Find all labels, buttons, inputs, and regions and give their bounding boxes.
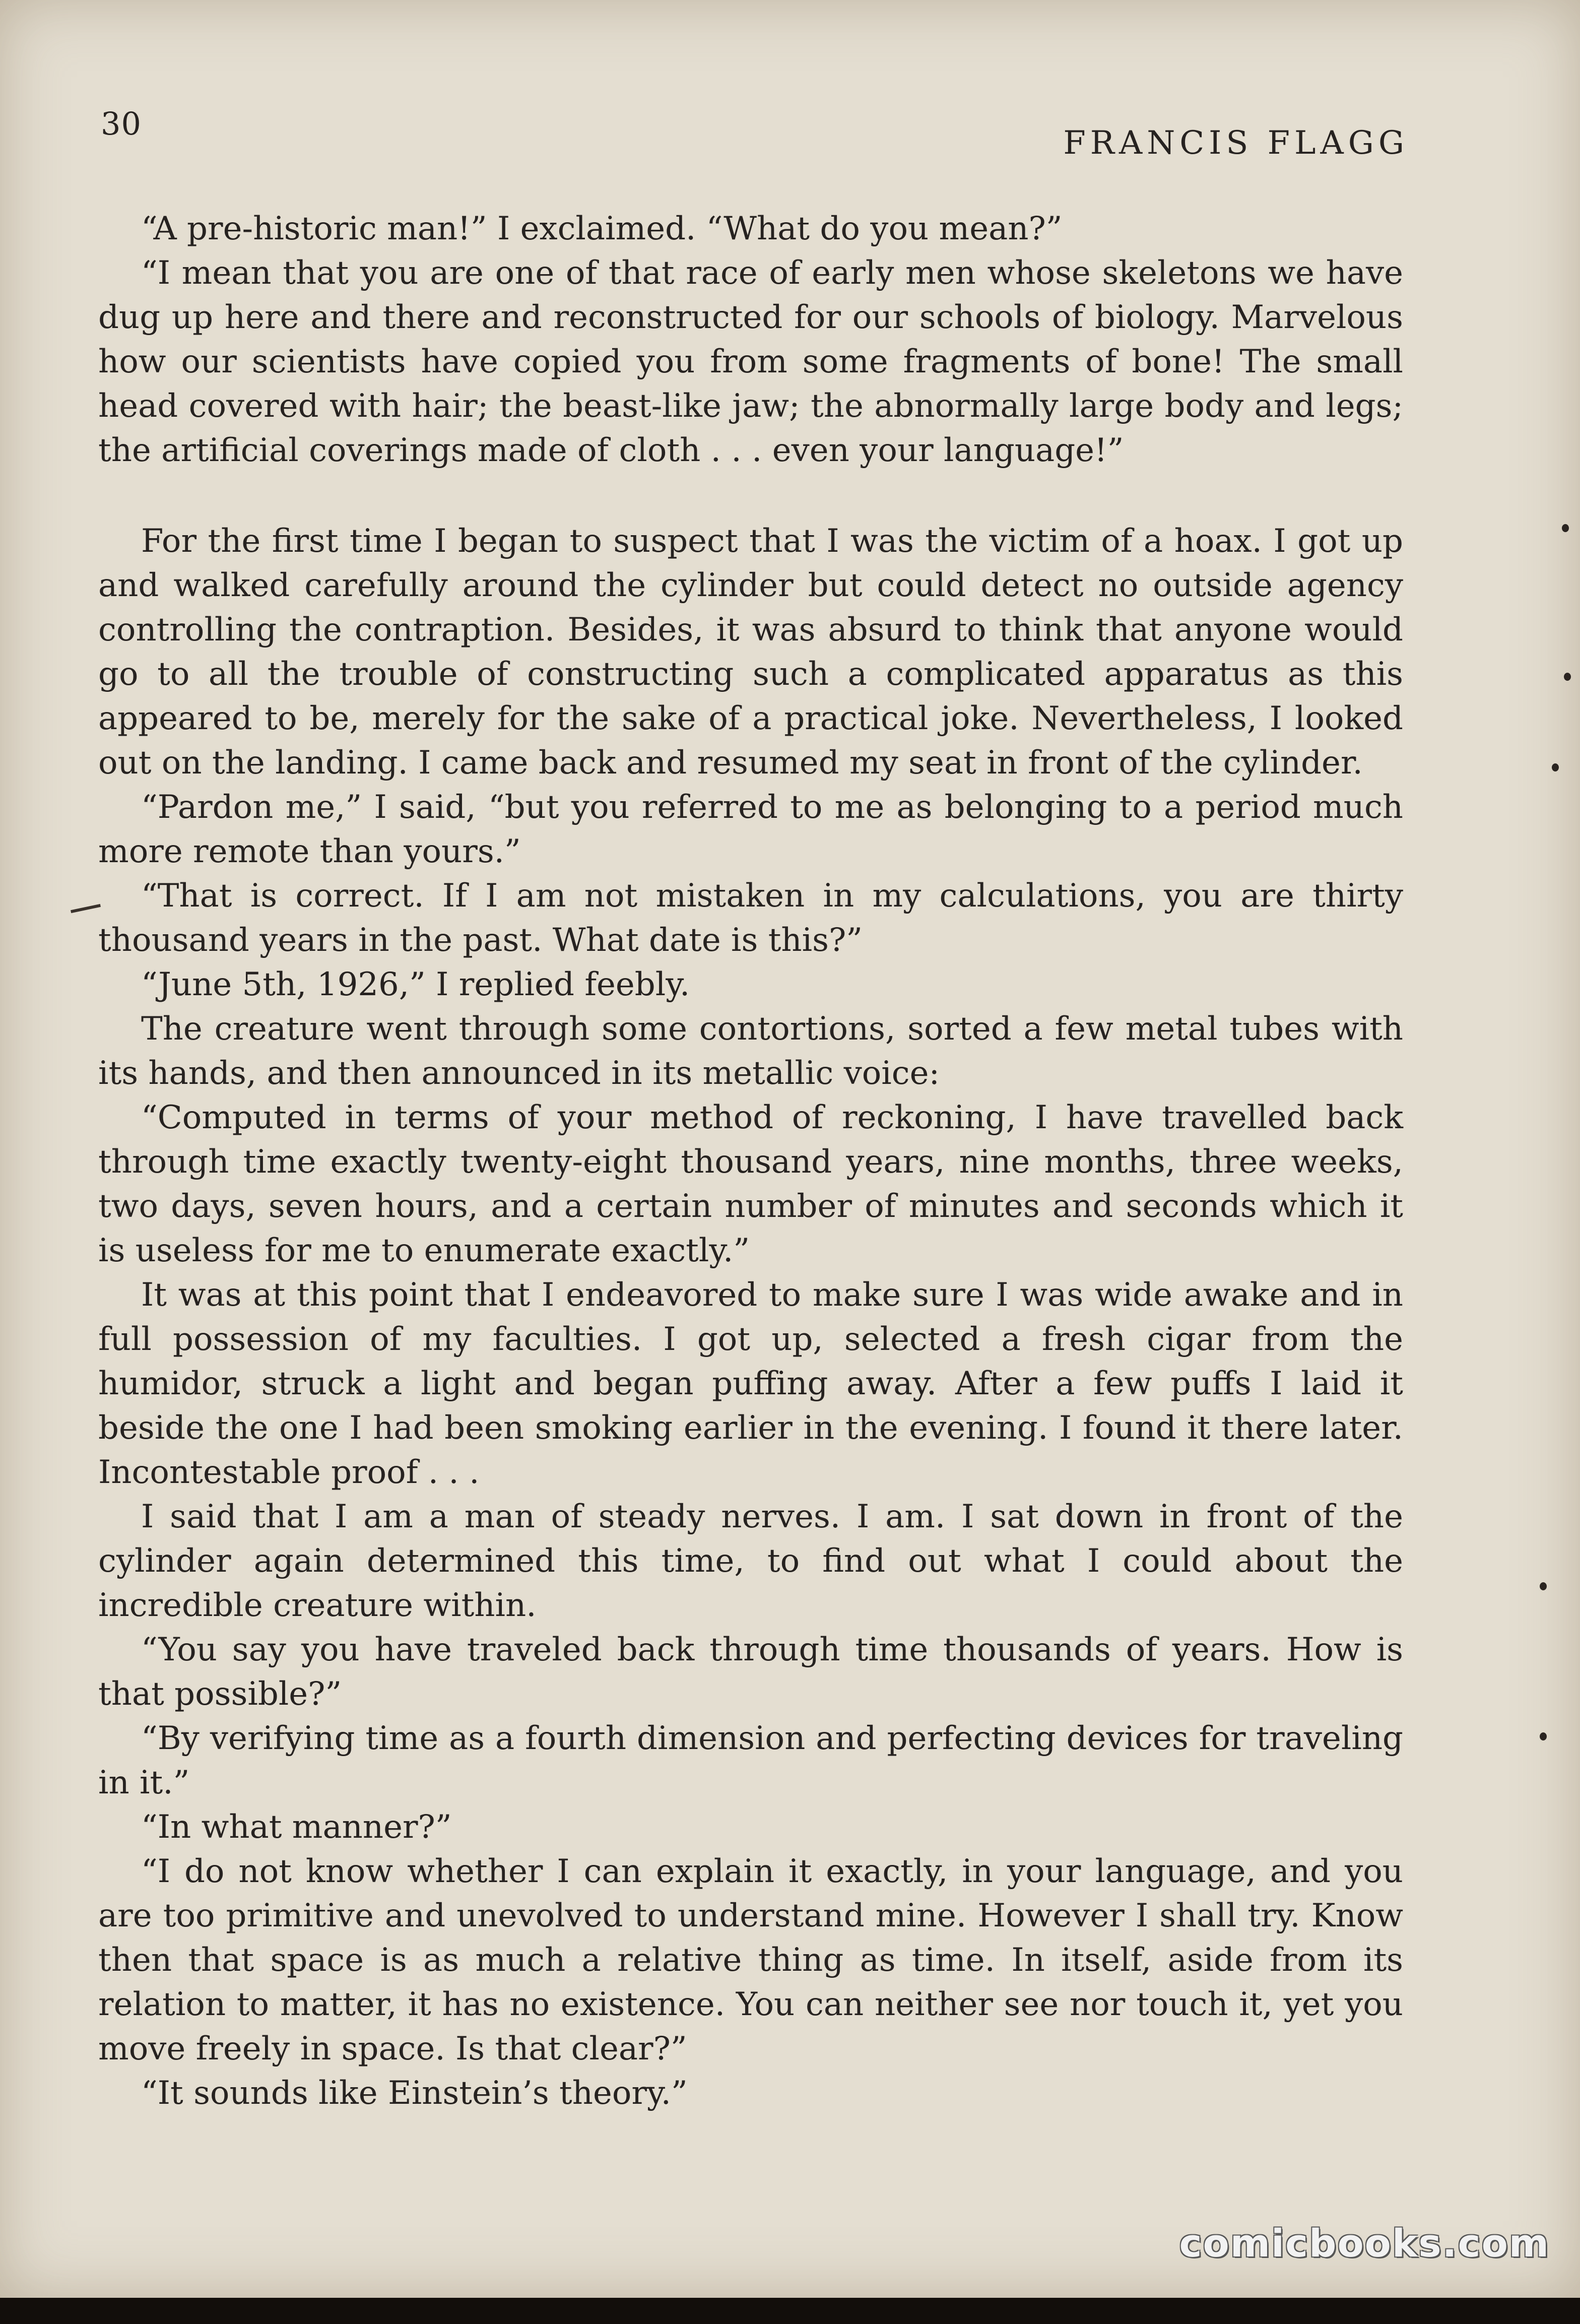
paragraph: For the first time I began to suspect that I was the victim of a hoax. I got up and walked carefully around the cylinder but could detect no outside agency controlling the contraption. Besides, it was absurd to think that anyone would go to all the trouble of constructing such a complicated apparatus as this appeared to be, merely for the sake of a practical joke. Nevertheless, I looked out on the landing. I came back and resumed my seat in front of the cylinder.: [98, 523, 1403, 782]
paragraph: “I do not know whether I can explain it exactly, in your language, and you are too primitive and unevolved to understand mine. However I shall try. Know then that space is as much a relative thing as time. In itself, aside from its relation to matter, it has no existence. You can neither see nor touch it, yet you move freely in space. Is that clear?”: [98, 1853, 1403, 2068]
body-text: [98, 207, 1403, 2115]
ink-speck: [1540, 1732, 1547, 1740]
margin-mark: [71, 904, 101, 913]
paragraph: “That is correct. If I am not mistaken in my calculations, you are thirty thousand years in the past. What date is this?”: [98, 877, 1403, 959]
paragraph: “It sounds like Einstein’s theory.”: [141, 2075, 688, 2112]
paragraph: “I mean that you are one of that race of early men whose skeletons we have dug up here and there and reconstructed for our schools of biology. Marvelous how our scientists have copied you from some fragments of bone! The small head covered with hair; the beast-like jaw; the abnormally large body and legs; the artificial coverings made of cloth . . . even your language!”: [98, 254, 1403, 469]
paragraph: “You say you have traveled back through time thousands of years. How is that possible?”: [98, 1631, 1403, 1713]
paragraph: “Pardon me,” I said, “but you referred to me as belonging to a period much more remote than yours.”: [98, 789, 1403, 870]
page-number: 30: [101, 105, 142, 142]
ink-speck: [1562, 524, 1569, 532]
paragraph: “Computed in terms of your method of reckoning, I have travelled back through time exactly twenty-eight thousand years, nine months, three weeks, two days, seven hours, and a certain number of minutes and seconds which it is useless for me to enumerate exactly.”: [98, 1099, 1403, 1269]
running-head-author: FRANCIS FLAGG: [1063, 124, 1409, 162]
ink-speck: [1552, 763, 1559, 771]
paragraph: “June 5th, 1926,” I replied feebly.: [141, 966, 690, 1003]
paragraph: I said that I am a man of steady nerves. I am. I sat down in front of the cylinder again determined this time, to find out what I could about the incredible creature within.: [98, 1498, 1403, 1624]
paragraph: “By verifying time as a fourth dimension and perfecting devices for traveling in it.”: [98, 1720, 1403, 1801]
ink-speck: [1564, 673, 1571, 681]
paragraph: “In what manner?”: [141, 1809, 452, 1846]
paragraph: The creature went through some contortions, sorted a few metal tubes with its hands, and then announced in its metallic voice:: [98, 1010, 1403, 1092]
watermark: comicbooks.com: [1179, 2221, 1550, 2266]
paragraph: “A pre-historic man!” I exclaimed. “What do you mean?”: [141, 210, 1063, 247]
scan-border: [0, 2298, 1580, 2324]
paragraph: It was at this point that I endeavored to make sure I was wide awake and in full possession of my faculties. I got up, selected a fresh cigar from the humidor, struck a light and began puffing away. After a few puffs I laid it beside the one I had been smoking earlier in the evening. I found it there later. Incontestable proof . . .: [98, 1276, 1403, 1491]
ink-speck: [1540, 1582, 1547, 1590]
